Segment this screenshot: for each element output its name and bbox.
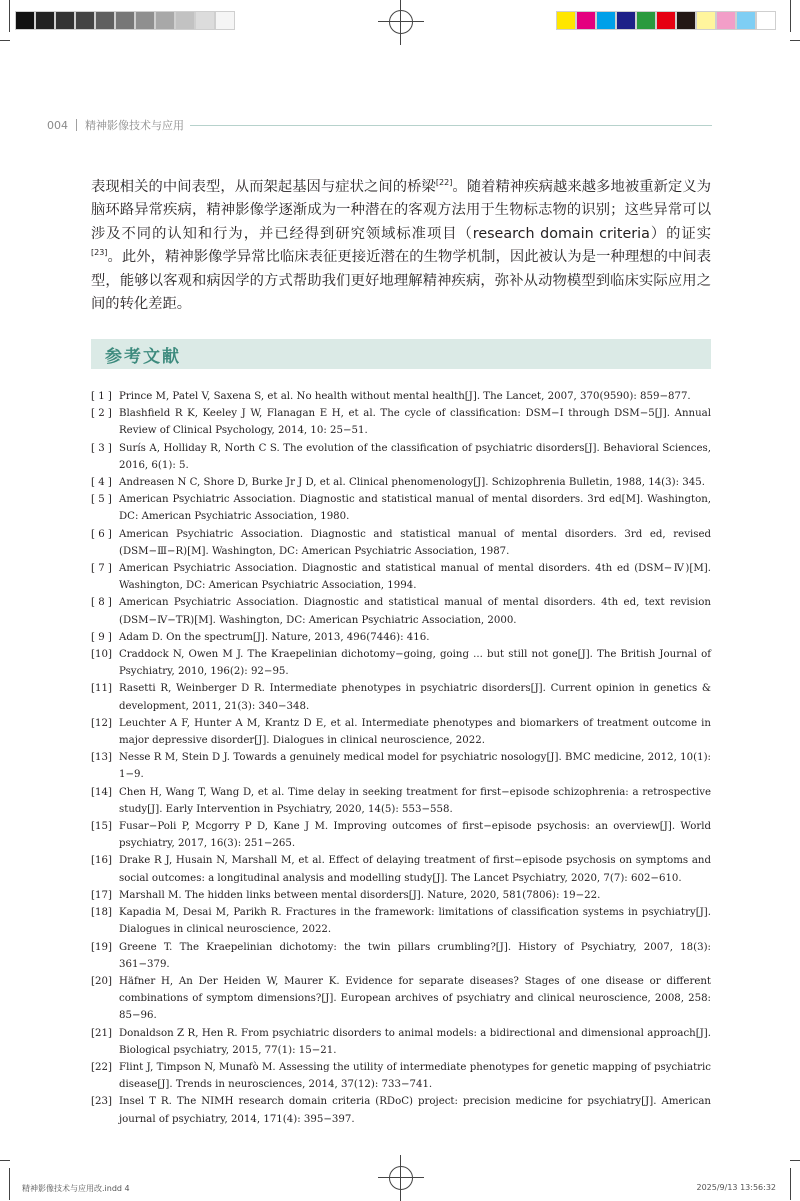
trim-mark [790,40,800,41]
header-rule [190,125,712,126]
reference-text: Kapadia M, Desai M, Parikh R. Fractures in the framework: limitations of classification systems in psychiatry[J]. Dialogues in clinical neuroscience, 2022. [119,907,711,936]
reference-number: [ 1 ] [91,391,112,402]
reference-number: [21] [91,1027,112,1039]
reference-item [91,939,711,973]
reference-item [91,629,711,646]
reference-number: [22] [91,1061,112,1073]
reference-item [91,887,711,904]
section-title: 参考文献 [105,347,181,367]
reference-text: Fusar−Poli P, Mcgorry P D, Kane J M. Improving outcomes of first−episode psychosis: an overview[J]. World psychiatry, 2017, 16(3): 251−265. [119,821,711,850]
color-swatch [175,11,195,30]
reference-item [91,491,711,525]
color-swatch [736,11,756,30]
reference-text: Greene T. The Kraepelinian dichotomy: the twin pillars crumbling?[J]. History of Psychiatry, 2007, 18(3): 361−379. [119,941,711,970]
reference-number: [ 7 ] [91,563,112,575]
reference-text: American Psychiatric Association. Diagnostic and statistical manual of mental disorders. 3rd ed, revised (DSM−Ⅲ−R)[M]. Washington, DC: American Psychiatric Association, 1987. [119,528,711,557]
reference-item [91,560,711,594]
reference-text: American Psychiatric Association. Diagnostic and statistical manual of mental disorders. 4th ed, text revision (DSM−Ⅳ−TR)[M]. Washington, DC: American Psychiatric Association, 2000. [119,597,711,626]
reference-text: Surís A, Holliday R, North C S. The evolution of the classification of psychiatric disorders[J]. Behavioral Sciences, 2016, 6(1): 5. [119,442,711,471]
color-swatch [716,11,736,30]
reference-text: Blashfield R K, Keeley J W, Flanagan E H, et al. The cycle of classification: DSM−I through DSM−5[J]. Annual Review of Clinical Psychology, 2014, 10: 25−51. [119,408,711,437]
color-swatch [155,11,175,30]
reference-item [91,474,711,491]
reference-text: Leuchter A F, Hunter A M, Krantz D E, et al. Intermediate phenotypes and biomarkers of treatment outcome in major depressive disorder[J]. Dialogues in clinical neuroscience, 2022. [119,717,711,747]
reference-text: American Psychiatric Association. Diagnostic and statistical manual of mental disorders. 4th ed (DSM−Ⅳ)[M]. Washington, DC: American Psychiatric Association, 1994. [119,563,711,592]
reference-number: [ 8 ] [91,597,112,609]
reference-number: [19] [91,941,112,953]
reference-number: [15] [91,821,112,833]
reference-number: [18] [91,907,112,919]
color-swatch [656,11,676,30]
trim-mark [9,0,10,32]
color-swatch [676,11,696,30]
reference-item [91,1025,711,1059]
reference-number: [ 5 ] [91,494,112,506]
reference-item [91,680,711,714]
reference-item [91,405,711,439]
trim-mark [0,1160,10,1161]
color-swatch [215,11,235,30]
reference-text: Adam D. On the spectrum[J]. Nature, 2013, 496(7446): 416. [119,631,430,643]
trim-mark [790,1168,791,1200]
registration-mark-bottom [386,1163,416,1193]
color-swatch [15,11,35,30]
reference-number: [ 4 ] [91,477,112,489]
reference-number: [23] [91,1096,112,1108]
color-swatch [696,11,716,30]
color-swatch [35,11,55,30]
color-swatch [576,11,596,30]
citation-22: [22] [435,178,453,187]
book-title: 精神影像技术与应用 [85,119,184,132]
reference-text: Flint J, Timpson N, Munafò M. Assessing the utility of intermediate phenotypes for genetic mapping of psychiatric disease[J]. Trends in neurosciences, 2014, 37(12): 733−741. [119,1061,711,1091]
color-swatch [135,11,155,30]
reference-text: Insel T R. The NIMH research domain criteria (RDoC) project: precision medicine for psychiatry[J]. American journal of psychiatry, 2014, 171(4): 395−397. [119,1096,711,1125]
reference-item [91,1093,711,1127]
process-color-bar [556,11,776,30]
reference-item [91,904,711,938]
color-swatch [616,11,636,30]
reference-number: [ 9 ] [91,631,112,643]
reference-number: [ 6 ] [91,528,112,540]
reference-text: Chen H, Wang T, Wang D, et al. Time delay in seeking treatment for first−episode schizophrenia: a retrospective study[J]. Early Intervention in Psychiatry, 2020, 14(5): 553−558. [119,786,711,815]
reference-item [91,646,711,680]
trim-mark [0,40,10,41]
reference-text: Prince M, Patel V, Saxena S, et al. No health without mental health[J]. The Lancet, 2007, 370(9590): 859−877. [119,391,691,402]
reference-number: [12] [91,717,112,729]
header-divider [76,119,77,131]
reference-item [91,852,711,886]
reference-number: [20] [91,975,112,987]
reference-text: American Psychiatric Association. Diagnostic and statistical manual of mental disorders. 3rd ed[M]. Washington, DC: American Psychiatric Association, 1980. [119,494,711,523]
reference-number: [11] [91,683,112,695]
running-header [47,117,712,133]
reference-number: [10] [91,649,112,661]
reference-text: Häfner H, An Der Heiden W, Maurer K. Evidence for separate diseases? Stages of one disease or different combinations of symptom dimensions?[J]. European archives of psychiatry and clinical neuroscience, 2008, 258: 85−96. [119,975,711,1022]
body-paragraph [91,176,711,316]
paragraph-text: 表现相关的中间表型，从而架起基因与症状之间的桥梁 [91,179,436,195]
reference-item [91,388,711,405]
color-swatch [55,11,75,30]
color-swatch [636,11,656,30]
reference-item [91,594,711,628]
reference-number: [16] [91,855,112,867]
trim-mark [9,1168,10,1200]
reference-number: [ 2 ] [91,408,112,420]
reference-number: [13] [91,752,112,764]
reference-item [91,749,711,783]
color-swatch [596,11,616,30]
reference-item [91,818,711,852]
reference-text: Drake R J, Husain N, Marshall M, et al. Effect of delaying treatment of first−episode psychosis on symptoms and social outcomes: a longitudinal analysis and modelling study[J]. The Lancet Psychiatry, 2020, 7(7): 602−610. [119,855,711,884]
paragraph-text: 。随着精神疾病越来越多地被重新定义为脑环路异常疾病，精神影像学逐渐成为一种潜在的客观方法用于生物标志物的识别；这些异常可以涉及不同的认知和行为，并已经得到研究领域标准项目（research domain criteria）的证实 [91,179,712,242]
registration-mark-top [386,7,416,37]
reference-item [91,526,711,560]
grayscale-color-bar [15,11,235,30]
reference-item [91,1059,711,1093]
reference-text: Craddock N, Owen M J. The Kraepelinian dichotomy−going, going ... but still not gone[J]. The British Journal of Psychiatry, 2010, 196(2): 92−95. [119,649,711,678]
color-swatch [115,11,135,30]
reference-item [91,440,711,474]
page-number: 004 [47,118,68,132]
references-heading-banner [91,339,711,369]
reference-item [91,973,711,1025]
paragraph-text: 。此外，精神影像学异常比临床表征更接近潜在的生物学机制，因此被认为是一种理想的中间表型，能够以客观和病因学的方式帮助我们更好地理解精神疾病，弥补从动物模型到临床实际应用之间的转化差距。 [91,249,711,313]
reference-number: [17] [91,889,112,901]
reference-item [91,784,711,818]
reference-text: Marshall M. The hidden links between mental disorders[J]. Nature, 2020, 581(7806): 19−22. [119,889,601,901]
color-swatch [195,11,215,30]
reference-text: Rasetti R, Weinberger D R. Intermediate phenotypes in psychiatric disorders[J]. Current opinion in genetics & development, 2011, 21(3): 340−348. [119,683,711,712]
reference-text: Donaldson Z R, Hen R. From psychiatric disorders to animal models: a bidirectional and dimensional approach[J]. Biological psychiatry, 2015, 77(1): 15−21. [119,1027,711,1056]
color-swatch [75,11,95,30]
reference-item [91,715,711,749]
color-swatch [756,11,776,30]
color-swatch [556,11,576,30]
reference-text: Nesse R M, Stein D J. Towards a genuinely medical model for psychiatric nosology[J]. BMC medicine, 2012, 10(1): 1−9. [119,752,711,781]
trim-mark [790,0,791,32]
citation-23: [23] [91,248,108,258]
reference-number: [14] [91,786,112,798]
reference-list [91,388,711,1128]
footer-timestamp: 2025/9/13 13:56:32 [696,1183,776,1192]
reference-number: [ 3 ] [91,442,112,454]
reference-text: Andreasen N C, Shore D, Burke Jr J D, et al. Clinical phenomenology[J]. Schizophrenia Bulletin, 1988, 14(3): 345. [119,477,705,489]
footer-file-name: 精神影像技术与应用改.indd 4 [22,1184,130,1193]
trim-mark [790,1160,800,1161]
color-swatch [95,11,115,30]
